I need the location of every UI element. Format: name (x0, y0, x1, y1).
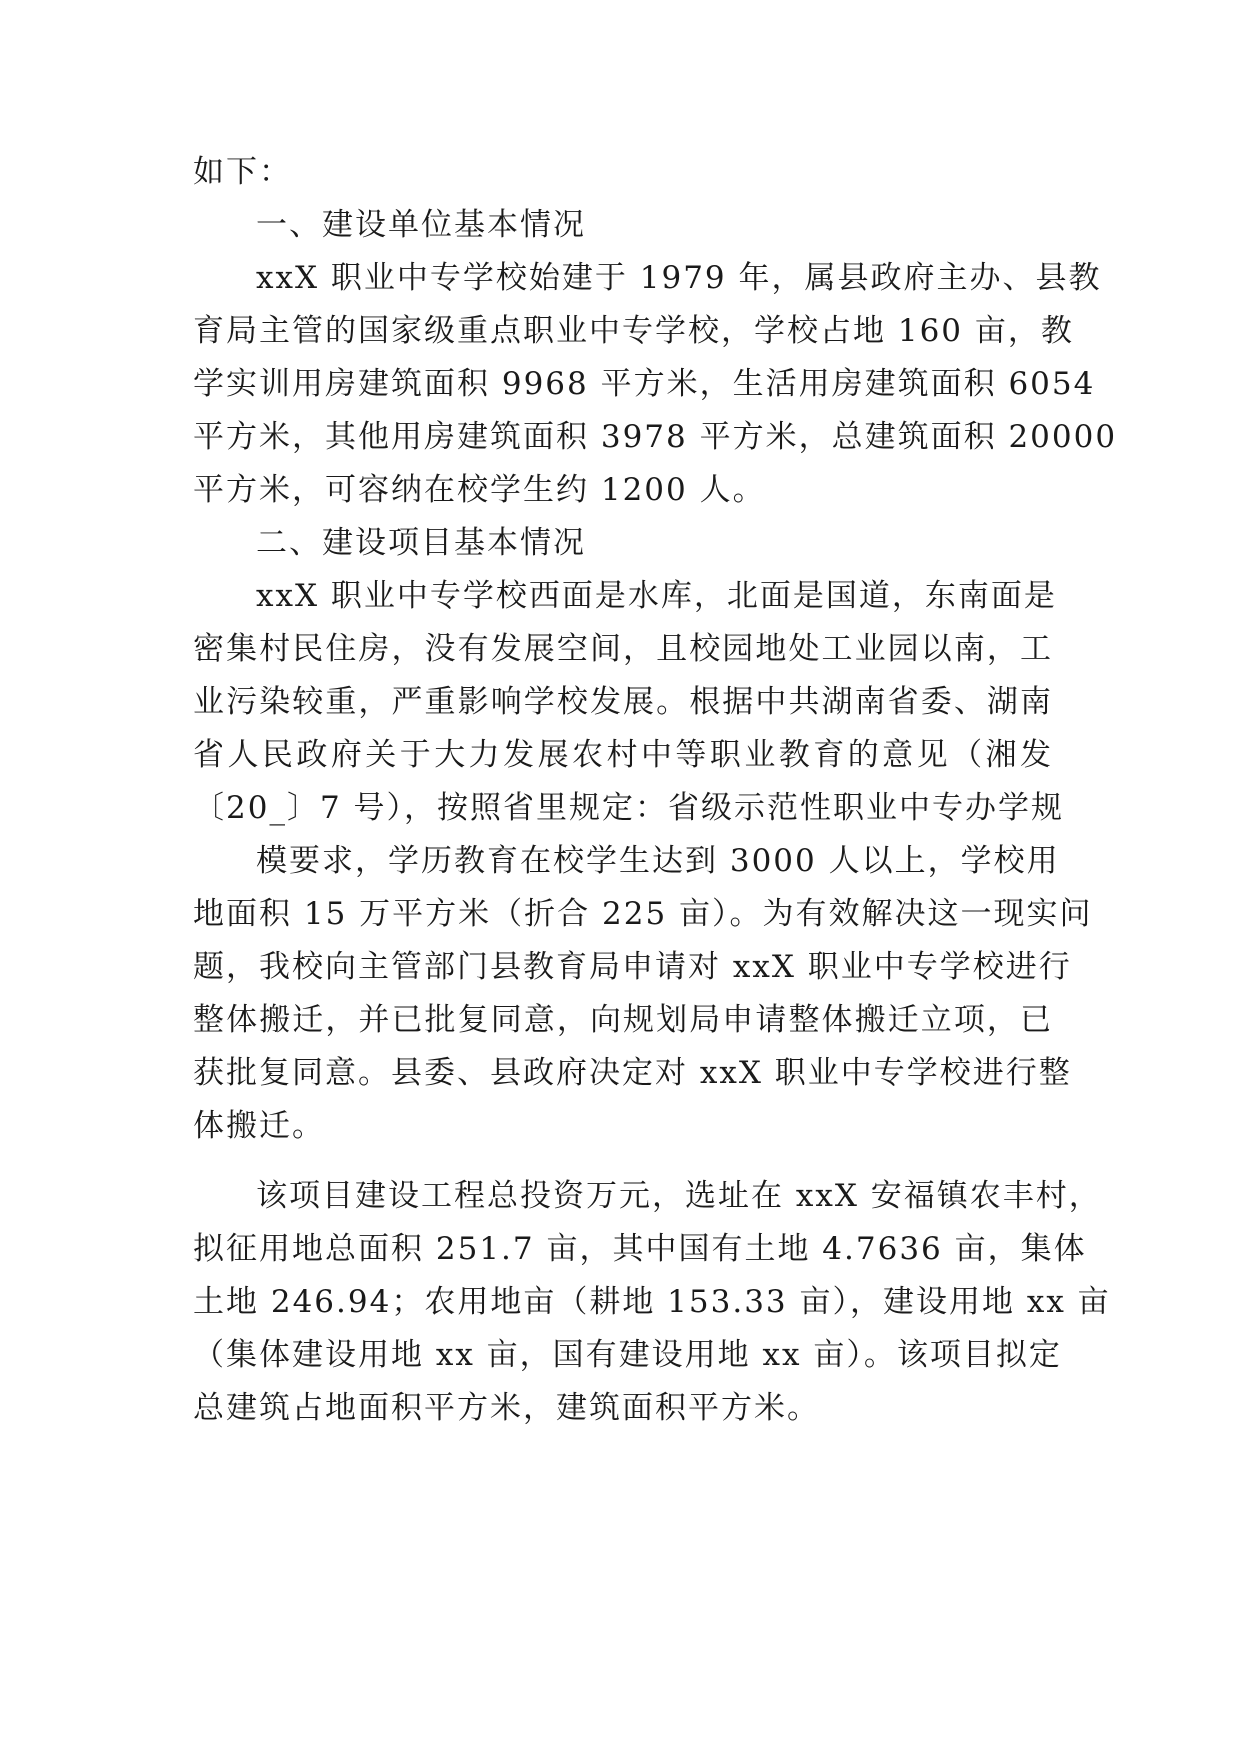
heading-section-2: 二、建设项目基本情况 (256, 525, 586, 561)
text-line: 总建筑占地面积平方米，建筑面积平方米。 (193, 1390, 820, 1426)
text-line: 学实训用房建筑面积 9968 平方米，生活用房建筑面积 6054 (193, 366, 1096, 402)
text-line: 地面积 15 万平方米（折合 225 亩）。为有效解决这一现实问 (193, 896, 1093, 932)
text-line: 土地 246.94；农用地亩（耕地 153.33 亩），建设用地 xx 亩 (193, 1284, 1111, 1320)
text-line-intro: 如下： (193, 154, 292, 190)
text-line: 省人民政府关于大力发展农村中等职业教育的意见（湘发 (193, 737, 1053, 773)
text-line: xxX 职业中专学校西面是水库，北面是国道，东南面是 (256, 578, 1057, 614)
text-line: 模要求，学历教育在校学生达到 3000 人以上，学校用 (256, 843, 1060, 879)
text-line: 该项目建设工程总投资万元，选址在 xxX 安福镇农丰村， (256, 1178, 1102, 1214)
text-line: 体搬迁。 (193, 1108, 325, 1144)
text-line: 〔20_〕7 号），按照省里规定：省级示范性职业中专办学规 (193, 790, 1065, 826)
text-line: 整体搬迁，并已批复同意，向规划局申请整体搬迁立项，已 (193, 1002, 1053, 1038)
text-line: 平方米，可容纳在校学生约 1200 人。 (193, 472, 766, 508)
text-line: 题，我校向主管部门县教育局申请对 xxX 职业中专学校进行 (193, 949, 1072, 985)
text-line: 育局主管的国家级重点职业中专学校，学校占地 160 亩，教 (193, 313, 1074, 349)
text-line: 获批复同意。县委、县政府决定对 xxX 职业中专学校进行整 (193, 1055, 1072, 1091)
text-line: 业污染较重，严重影响学校发展。根据中共湖南省委、湖南 (193, 684, 1053, 720)
text-line: 平方米，其他用房建筑面积 3978 平方米，总建筑面积 20000 (193, 419, 1118, 455)
text-line: （集体建设用地 xx 亩，国有建设用地 xx 亩）。该项目拟定 (193, 1337, 1062, 1373)
text-line: 密集村民住房，没有发展空间，且校园地处工业园以南，工 (193, 631, 1053, 667)
heading-section-1: 一、建设单位基本情况 (256, 207, 586, 243)
text-line: 拟征用地总面积 251.7 亩，其中国有土地 4.7636 亩，集体 (193, 1231, 1087, 1267)
text-line: xxX 职业中专学校始建于 1979 年，属县政府主办、县教 (256, 260, 1102, 296)
